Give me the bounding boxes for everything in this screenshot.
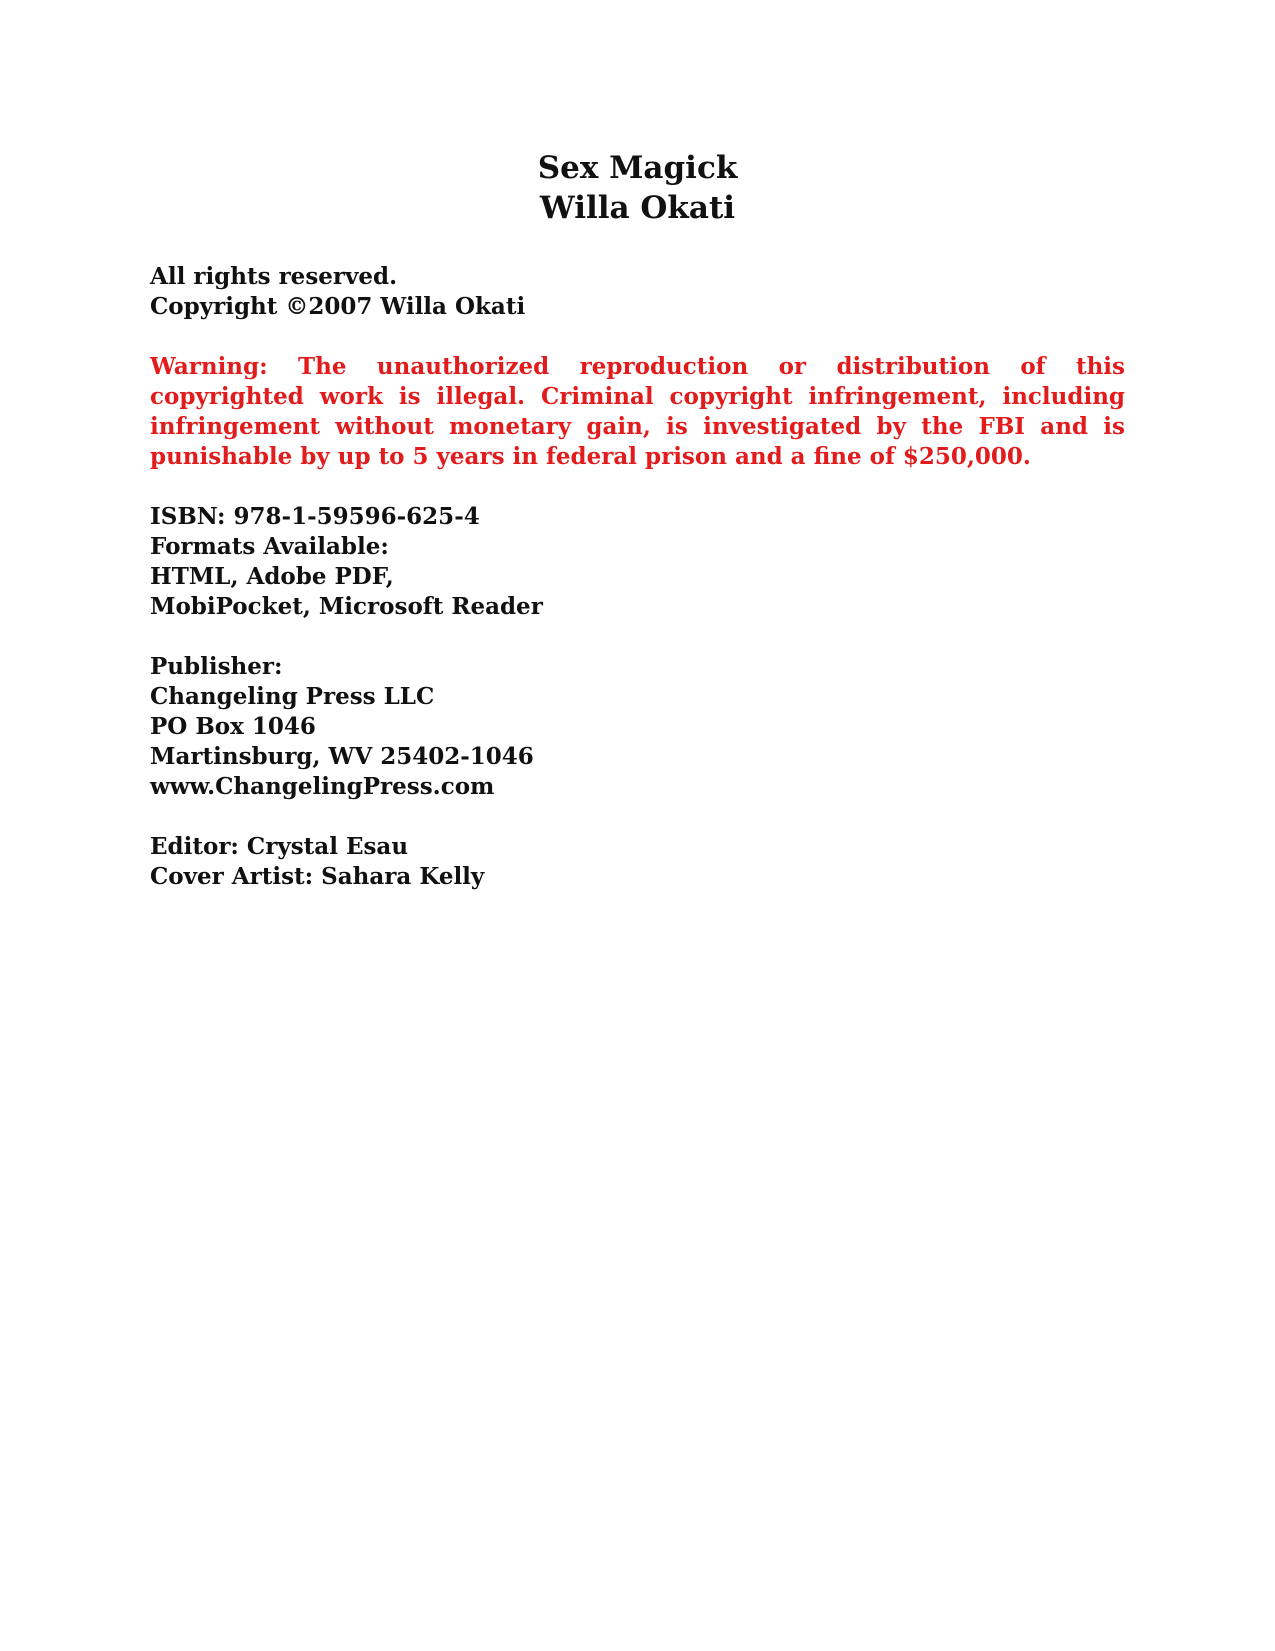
publisher-name: Changeling Press LLC [150,683,435,710]
formats-line-2: MobiPocket, Microsoft Reader [150,593,543,620]
rights-block [150,262,1125,322]
cover-artist-credit: Cover Artist: Sahara Kelly [150,863,485,890]
publisher-block [150,652,1125,802]
title-block [150,148,1125,228]
formats-block [150,502,1125,622]
publisher-po-box: PO Box 1046 [150,713,316,740]
copyright-page [150,148,1125,922]
formats-line-1: HTML, Adobe PDF, [150,563,394,590]
author-name: Willa Okati [539,190,736,226]
credits-block [150,832,1125,892]
rights-reserved: All rights reserved. [150,263,398,290]
publisher-city: Martinsburg, WV 25402-1046 [150,743,534,770]
piracy-warning: Warning: The unauthorized reproduction or distribution of this copyrighted work is illegal. Criminal copyright infringement, including infringement without monetary gain, is investigated by the FBI and is punishable by up to 5 years in federal prison and a fine of $250,000. [150,353,1125,470]
editor-credit: Editor: Crystal Esau [150,833,409,860]
isbn: ISBN: 978-1-59596-625-4 [150,503,480,530]
book-title: Sex Magick [537,150,738,186]
publisher-label: Publisher: [150,653,283,680]
copyright-line: Copyright ©2007 Willa Okati [150,293,526,320]
publisher-website: www.ChangelingPress.com [150,773,495,800]
formats-label: Formats Available: [150,533,389,560]
